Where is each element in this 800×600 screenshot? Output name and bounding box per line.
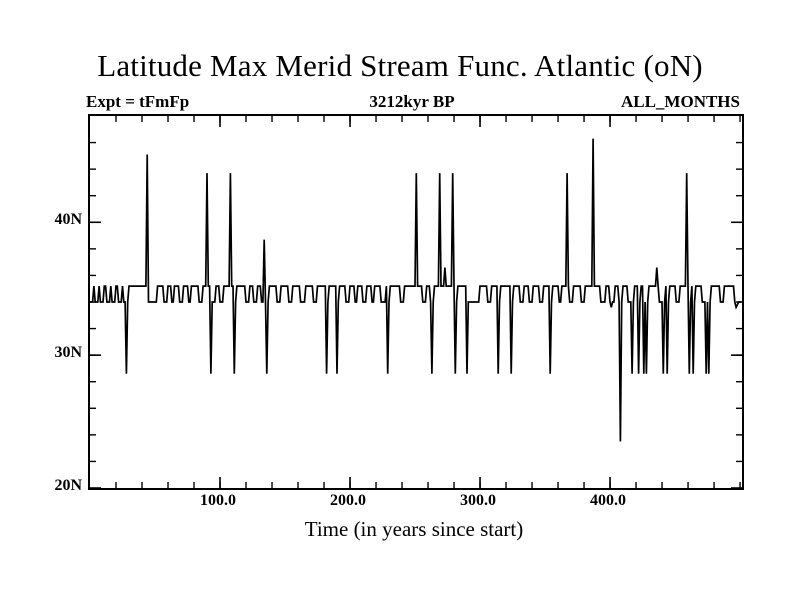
y-tick-label: 40N: [54, 211, 82, 229]
y-tick-label: 30N: [54, 344, 82, 362]
x-axis-title: Time (in years since start): [304, 517, 524, 541]
x-tick-label: 200.0: [330, 492, 367, 509]
x-tick-label: 400.0: [590, 492, 627, 509]
time-bp-label: 3212kyr BP: [369, 92, 455, 111]
plot-area: [88, 114, 744, 490]
latitude-of-max-meridional-streamfunction: [90, 139, 741, 442]
x-tick-label: 100.0: [200, 492, 236, 509]
months-label: ALL_MONTHS: [620, 92, 740, 111]
y-tick-label: 20N: [54, 477, 82, 494]
x-tick-label: 300.0: [460, 492, 497, 509]
line-chart: [90, 116, 742, 488]
chart-title: Latitude Max Merid Stream Func. Atlantic (oN): [97, 48, 703, 83]
experiment-label: Expt = tFmFp: [86, 92, 190, 111]
